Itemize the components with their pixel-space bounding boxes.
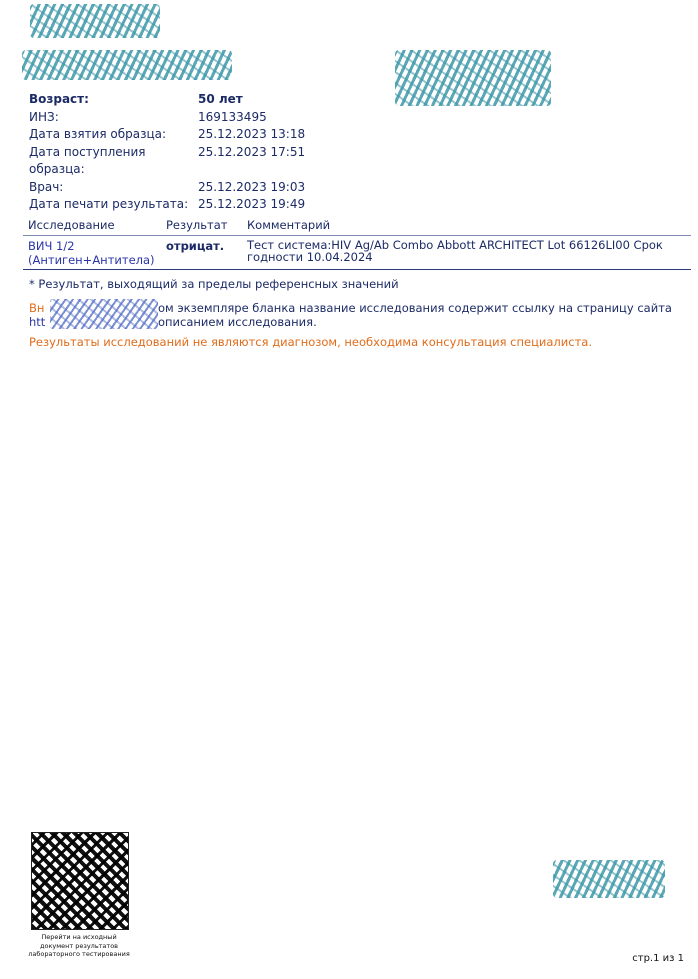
test-result: отрицат. (166, 239, 225, 253)
header-test: Исследование (28, 218, 115, 232)
qr-code[interactable] (31, 832, 129, 930)
print-date-row (29, 196, 305, 214)
test-name-line1[interactable]: ВИЧ 1/2 (28, 239, 75, 253)
table-row (23, 236, 691, 270)
sample-received-row (29, 144, 305, 179)
test-comment: Тест система:HIV Ag/Ab Combo Abbott ARCHITECT Lot 66126LI00 Срок годности 10.04.2024 (247, 238, 663, 264)
age-value: 50 лет (198, 92, 243, 106)
inz-row (29, 109, 305, 127)
inz-label: ИНЗ: (29, 109, 59, 124)
page-number: стр.1 из 1 (632, 953, 684, 964)
redacted-logo (30, 4, 160, 38)
test-name-line2[interactable]: (Антиген+Антитела) (28, 253, 155, 267)
doctor-row (29, 179, 305, 197)
sample-received-value: 25.12.2023 17:51 (198, 144, 306, 159)
results-table (23, 217, 691, 270)
sample-taken-row (29, 126, 305, 144)
age-label: Возраст: (29, 92, 89, 106)
test-name[interactable] (28, 239, 166, 267)
header-result: Результат (166, 218, 228, 232)
redacted-signature (553, 860, 665, 898)
doctor-value: 25.12.2023 19:03 (198, 179, 306, 194)
print-date-label: Дата печати результата: (29, 197, 189, 211)
age-row (29, 91, 305, 109)
print-date-value: 25.12.2023 19:49 (198, 197, 306, 211)
mail-note-prefix-1: Вн (29, 301, 45, 315)
table-header (23, 217, 691, 236)
patient-info (29, 91, 305, 214)
mail-note: ом экземпляре бланка название исследования содержит ссылку на страницу сайта описанием исследования. (158, 301, 672, 329)
qr-caption: Перейти на исходный документ результатов лабораторного тестирования (28, 933, 130, 958)
inz-value: 169133495 (198, 109, 267, 124)
redacted-patient-name (22, 50, 232, 80)
sample-taken-value: 25.12.2023 13:18 (198, 127, 306, 141)
redacted-link (50, 299, 158, 329)
redacted-lab-info (395, 50, 551, 106)
sample-received-label: Дата поступления образца: (29, 144, 146, 176)
header-comment: Комментарий (247, 218, 331, 232)
mail-note-prefix-2[interactable]: htt (29, 315, 46, 329)
reference-note: * Результат, выходящий за пределы референсных значений (29, 277, 399, 291)
mail-note-prefix (29, 301, 45, 329)
sample-taken-label: Дата взятия образца: (29, 127, 167, 141)
doctor-label: Врач: (29, 179, 64, 194)
warning-note: Результаты исследований не являются диагнозом, необходима консультация специалиста. (29, 335, 592, 349)
